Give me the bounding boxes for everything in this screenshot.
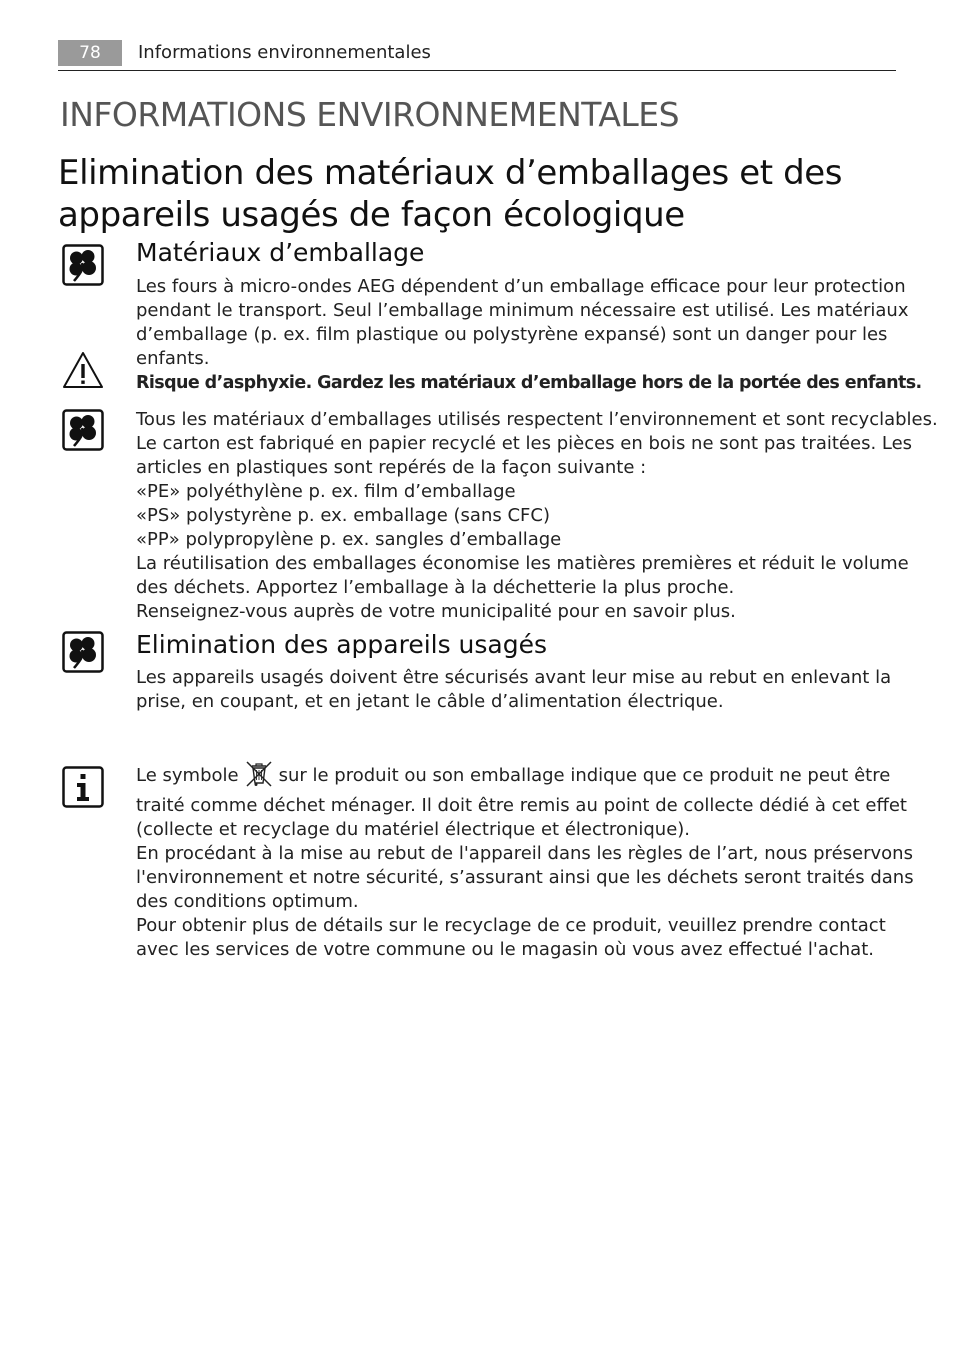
info-line: traité comme déchet ménager. Il doit être remis au point de collecte dédié à cet effet: [136, 795, 907, 816]
appliances-text: [136, 666, 896, 714]
page-header: [58, 40, 896, 71]
packaging-warning: Risque d’asphyxie. Gardez les matériaux d’emballage hors de la portée des enfants.: [136, 373, 922, 393]
chapter-title: INFORMATIONS ENVIRONNEMENTALES: [60, 95, 680, 134]
warning-triangle-icon: [62, 350, 104, 390]
recycling-line: Tous les matériaux d’emballages utilisés respectent l’environnement et sont recyclables.: [136, 409, 938, 430]
recycling-line: La réutilisation des emballages économise les matières premières et réduit le volume: [136, 553, 909, 574]
info-line: des conditions optimum.: [136, 891, 359, 912]
packaging-line: d’emballage (p. ex. film plastique ou polystyrène expansé) sont un danger pour les: [136, 324, 888, 345]
recycling-line: Le carton est fabriqué en papier recyclé et les pièces en bois ne sont pas traitées. Les: [136, 433, 913, 454]
packaging-line: pendant le transport. Seul l’emballage minimum nécessaire est utilisé. Les matériaux: [136, 300, 909, 321]
running-title: Informations environnementales: [138, 42, 431, 63]
packaging-heading: Matériaux d’emballage: [136, 238, 425, 267]
info-line: (collecte et recyclage du matériel électrique et électronique).: [136, 819, 691, 840]
info-text: [136, 761, 914, 962]
appliances-line: Les appareils usagés doivent être sécurisés avant leur mise au rebut en enlevant la: [136, 667, 892, 688]
packaging-text: [136, 275, 909, 371]
appliances-heading: Elimination des appareils usagés: [136, 630, 548, 659]
clover-recycling-icon: [62, 631, 104, 673]
recycling-line: Renseignez-vous auprès de votre municipalité pour en savoir plus.: [136, 601, 736, 622]
info-line-with-symbol: [136, 761, 896, 794]
info-line: l'environnement et notre sécurité, s’assurant ainsi que les déchets seront traités dans: [136, 867, 914, 888]
crossed-out-wheelie-bin-icon: [243, 761, 275, 794]
recycling-line: «PE» polyéthylène p. ex. film d’emballage: [136, 481, 516, 502]
clover-recycling-icon: [62, 244, 104, 286]
appliances-line: prise, en coupant, et en jetant le câble d’alimentation électrique.: [136, 691, 724, 712]
main-heading-line-1: Elimination des matériaux d’emballages et des: [58, 153, 843, 193]
info-line: En procédant à la mise au rebut de l'appareil dans les règles de l’art, nous préservons: [136, 843, 913, 864]
main-heading: [58, 152, 918, 236]
main-heading-line-2: appareils usagés de façon écologique: [58, 195, 685, 235]
recycling-line: des déchets. Apportez l’emballage à la déchetterie la plus proche.: [136, 577, 735, 598]
info-line: avec les services de votre commune ou le magasin où vous avez effectué l'achat.: [136, 939, 874, 960]
recycling-line: articles en plastiques sont repérés de la façon suivante :: [136, 457, 647, 478]
page-number: 78: [58, 40, 122, 66]
symbol-text-after: sur le produit ou son emballage indique que ce produit ne peut être: [278, 765, 891, 786]
clover-recycling-icon: [62, 409, 104, 451]
packaging-line: Les fours à micro-ondes AEG dépendent d’un emballage efficace pour leur protection: [136, 276, 906, 297]
recycling-text: [136, 408, 938, 624]
recycling-line: «PP» polypropylène p. ex. sangles d’emballage: [136, 529, 562, 550]
info-line: Pour obtenir plus de détails sur le recyclage de ce produit, veuillez prendre contact: [136, 915, 886, 936]
info-icon: [62, 766, 104, 808]
packaging-line: enfants.: [136, 348, 210, 369]
symbol-text-before: Le symbole: [136, 765, 239, 786]
recycling-line: «PS» polystyrène p. ex. emballage (sans CFC): [136, 505, 550, 526]
